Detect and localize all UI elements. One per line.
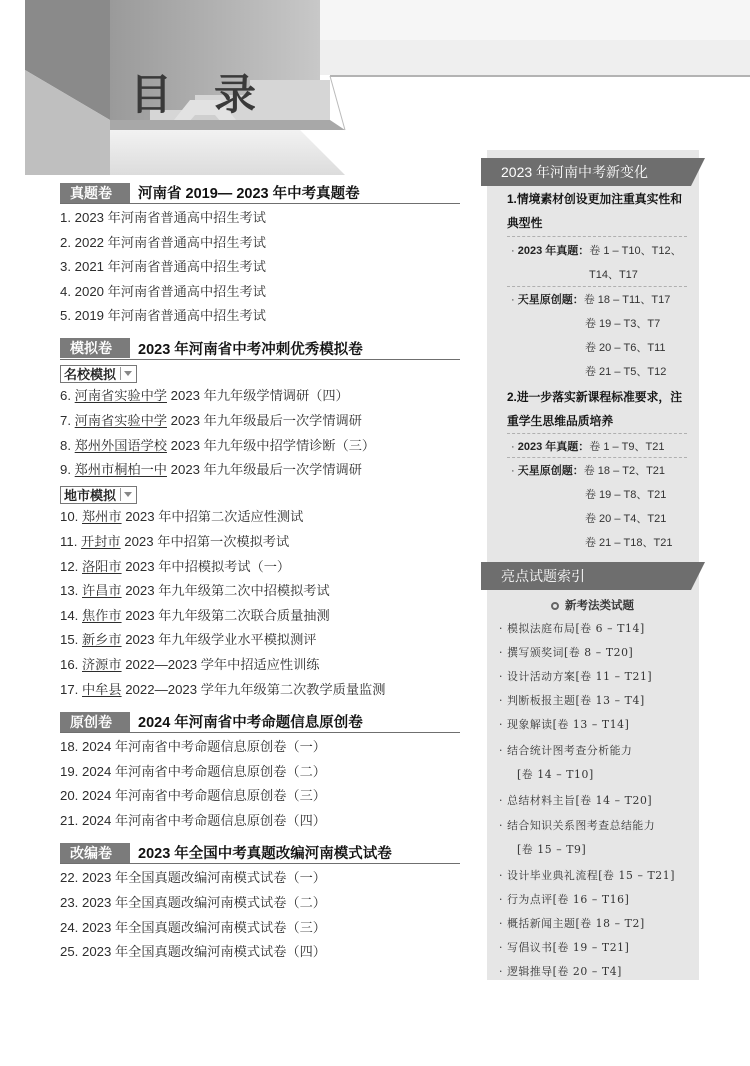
entry-text: 2023 年九年级最后一次学情调研 (166, 462, 362, 478)
section-tag: 改编卷 (60, 843, 130, 863)
p1-orig-value: 卷 20 – T6、T11 (585, 342, 666, 354)
highlights-subtitle (551, 597, 634, 613)
highlight-item-cont[interactable]: [卷 14 – T10] (517, 768, 594, 781)
toc-entry[interactable]: 22. 2023 年全国真题改编河南模式试卷（一） (60, 870, 326, 886)
section-tag: 模拟卷 (60, 338, 130, 358)
entry-number: 13. (60, 583, 82, 599)
p1-orig-row: · 天星原创题：卷 18 – T11、T17 (511, 294, 671, 306)
highlight-item[interactable]: · 撰写颁奖词[卷 8 – T20] (499, 646, 634, 659)
entry-number: 9. (60, 462, 75, 478)
p1-orig-value: 卷 21 – T5、T12 (585, 366, 667, 378)
toc-entry[interactable] (60, 628, 460, 653)
p2-orig-value: 卷 19 – T8、T21 (585, 489, 667, 501)
p2-orig-label: 天星原创题： (517, 465, 584, 477)
section-original-exams (60, 711, 460, 833)
entry-school: 郑州市桐柏一中 (74, 462, 167, 478)
toc-entry[interactable]: 20. 2024 年河南省中考命题信息原创卷（三） (60, 788, 326, 804)
highlight-item[interactable]: · 行为点评[卷 16 – T16] (499, 893, 630, 906)
highlights-header: 亮点试题索引 (481, 562, 691, 590)
toc-entry[interactable] (60, 434, 460, 459)
toc-entry[interactable]: 19. 2024 年河南省中考命题信息原创卷（二） (60, 763, 326, 779)
sidebar-panel (487, 150, 699, 980)
section-title: 2023 年河南省中考冲刺优秀模拟卷 (138, 341, 363, 358)
section-tag: 原创卷 (60, 712, 130, 732)
toc-entry[interactable] (60, 579, 460, 604)
section-adapted-exams (60, 842, 460, 964)
highlight-item[interactable]: · 判断板报主题[卷 13 – T4] (499, 694, 645, 707)
entry-number: 8. (60, 437, 75, 453)
p1-orig-value: 卷 18 – T11、T17 (583, 294, 671, 306)
entry-city: 许昌市 (82, 583, 122, 599)
p2-real-value: 卷 1 – T9、T21 (589, 441, 665, 453)
toc-entry[interactable] (60, 409, 460, 434)
entry-text: 2023 年九年级学情调研（四） (166, 388, 349, 404)
entry-number: 15. (60, 632, 82, 648)
highlight-item[interactable]: · 设计活动方案[卷 11 – T21] (499, 670, 653, 683)
highlight-item[interactable]: · 设计毕业典礼流程[卷 15 – T21] (499, 869, 676, 882)
toc-entry[interactable] (60, 604, 460, 629)
entry-city: 济源市 (82, 656, 122, 672)
section-tag: 真题卷 (60, 183, 130, 203)
p2-real-row: · 2023 年真题：卷 1 – T9、T21 (511, 441, 665, 453)
highlight-item[interactable]: · 逻辑推导[卷 20 – T4] (499, 965, 622, 978)
divider (507, 286, 687, 287)
entry-text: 2023 年九年级第二次中招模拟考试 (121, 583, 330, 599)
highlight-item[interactable]: · 现象解读[卷 13 – T14] (499, 718, 630, 731)
page-title (130, 62, 258, 122)
chevron-down-icon (120, 367, 133, 380)
p2-orig-value: 卷 20 – T4、T21 (585, 513, 667, 525)
toc-entry[interactable] (60, 458, 460, 483)
p1-real-row: · 2023 年真题：卷 1 – T10、T12、 (511, 245, 682, 257)
toc-entry[interactable] (60, 505, 460, 530)
entry-text: 2023 年九年级中招学情诊断（三） (166, 437, 376, 453)
point-2-line-2: 重学生思维品质培养 (507, 414, 614, 428)
entry-text: 2022—2023 学年中招适应性训练 (121, 656, 320, 672)
entry-number: 14. (60, 607, 82, 623)
toc-entry[interactable]: 24. 2023 年全国真题改编河南模式试卷（三） (60, 919, 326, 935)
p1-orig-value: 卷 19 – T3、T7 (585, 318, 661, 330)
section-real-exams (60, 182, 460, 329)
entry-city: 焦作市 (82, 607, 122, 623)
entry-school: 河南省实验中学 (74, 413, 167, 429)
subcategory-famous-schools[interactable] (60, 365, 137, 383)
section-title: 河南省 2019— 2023 年中考真题卷 (138, 186, 360, 202)
toc-entry[interactable]: 3. 2021 年河南省普通高中招生考试 (60, 259, 266, 275)
chevron-down-icon (120, 488, 133, 501)
p2-orig-row: · 天星原创题：卷 18 – T2、T21 (511, 465, 666, 477)
p2-real-label: 2023 年真题： (517, 441, 590, 453)
toc-entry[interactable] (60, 678, 460, 703)
toc-entry[interactable]: 5. 2019 年河南省普通高中招生考试 (60, 308, 266, 324)
divider (507, 433, 687, 434)
entry-text: 2023 年九年级第二次联合质量抽测 (121, 607, 330, 623)
section-title: 2024 年河南省中考命题信息原创卷 (138, 715, 363, 732)
entry-city: 中牟县 (82, 681, 122, 697)
entry-text: 2023 年中招第二次适应性测试 (121, 509, 304, 525)
divider (507, 236, 687, 237)
entry-city: 新乡市 (82, 632, 122, 648)
toc-entry[interactable] (60, 530, 460, 555)
entry-text: 2023 年中招模拟考试（一） (121, 558, 291, 574)
p1-real-value: 卷 1 – T10、T12、 (589, 245, 682, 257)
entry-city: 洛阳市 (82, 558, 122, 574)
highlight-item[interactable]: · 结合统计图考查分析能力 (499, 744, 633, 757)
entry-number: 7. (60, 413, 75, 429)
subcategory-label: 地市模拟 (64, 488, 117, 504)
entry-city: 开封市 (81, 533, 121, 549)
entry-number: 17. (60, 681, 82, 697)
circle-bullet-icon (551, 602, 559, 610)
entry-text: 2023 年九年级学业水平模拟测评 (121, 632, 317, 648)
changes-header: 2023 年河南中考新变化 (481, 158, 691, 186)
toc-entry[interactable]: 23. 2023 年全国真题改编河南模式试卷（二） (60, 895, 326, 911)
p2-orig-value: 卷 21 – T18、T21 (585, 537, 673, 549)
subcategory-city-mocks[interactable] (60, 486, 137, 504)
toc-entry[interactable]: 1. 2023 年河南省普通高中招生考试 (60, 210, 266, 225)
entry-school: 河南省实验中学 (74, 388, 167, 404)
toc-entry[interactable] (60, 555, 460, 580)
subcategory-label: 名校模拟 (64, 367, 117, 383)
highlight-item[interactable]: · 总结材料主旨[卷 14 – T20] (499, 794, 653, 807)
highlight-item[interactable]: · 写倡议书[卷 19 – T21] (499, 941, 630, 954)
highlight-item[interactable]: · 结合知识关系图考查总结能力 (499, 819, 656, 832)
entry-school: 郑州外国语学校 (74, 437, 167, 453)
highlight-item[interactable]: · 概括新闻主题[卷 18 – T2] (499, 917, 645, 930)
p1-real-label: 2023 年真题： (517, 245, 590, 257)
toc-entry[interactable]: 18. 2024 年河南省中考命题信息原创卷（一） (60, 739, 326, 755)
section-header (60, 842, 460, 864)
divider (507, 457, 687, 458)
entry-number: 12. (60, 558, 82, 574)
p2-orig-value: 卷 18 – T2、T21 (583, 465, 666, 477)
section-mock-exams (60, 338, 460, 702)
highlights-subtitle-text: 新考法类试题 (565, 600, 634, 612)
point-1-line-1: 1.情境素材创设更加注重真实性和 (507, 192, 682, 206)
entry-number: 16. (60, 656, 82, 672)
point-2-line-1: 2.进一步落实新课程标准要求，注 (507, 390, 682, 404)
entry-text: 2023 年中招第一次模拟考试 (120, 533, 290, 549)
entry-number: 10. (60, 509, 82, 525)
title-char-1: 目 (130, 70, 175, 119)
toc-entry[interactable] (60, 653, 460, 678)
toc-entry[interactable] (60, 384, 460, 409)
entry-number: 11. (60, 533, 82, 549)
toc-entry[interactable]: 21. 2024 年河南省中考命题信息原创卷（四） (60, 812, 326, 828)
toc-entry[interactable]: 25. 2023 年全国真题改编河南模式试卷（四） (60, 944, 326, 960)
point-1-line-2: 典型性 (507, 216, 543, 230)
entry-number: 6. (60, 388, 75, 404)
toc-left-column (60, 182, 460, 974)
toc-entry[interactable]: 2. 2022 年河南省普通高中招生考试 (60, 234, 266, 250)
toc-entry[interactable]: 4. 2020 年河南省普通高中招生考试 (60, 283, 266, 299)
p1-real-cont: T14、T17 (589, 269, 638, 281)
highlight-item[interactable]: · 模拟法庭布局[卷 6 – T14] (499, 622, 645, 635)
entry-text: 2023 年九年级最后一次学情调研 (166, 413, 362, 429)
section-header (60, 711, 460, 733)
section-title: 2023 年全国中考真题改编河南模式试卷 (138, 846, 392, 863)
highlight-item-cont[interactable]: [卷 15 – T9] (517, 843, 587, 856)
title-char-2: 录 (214, 70, 259, 119)
section-header (60, 338, 460, 360)
entry-text: 2022—2023 学年九年级第二次教学质量监测 (121, 681, 386, 697)
entry-city: 郑州市 (82, 509, 122, 525)
section-header (60, 182, 460, 204)
p1-orig-label: 天星原创题： (517, 294, 584, 306)
